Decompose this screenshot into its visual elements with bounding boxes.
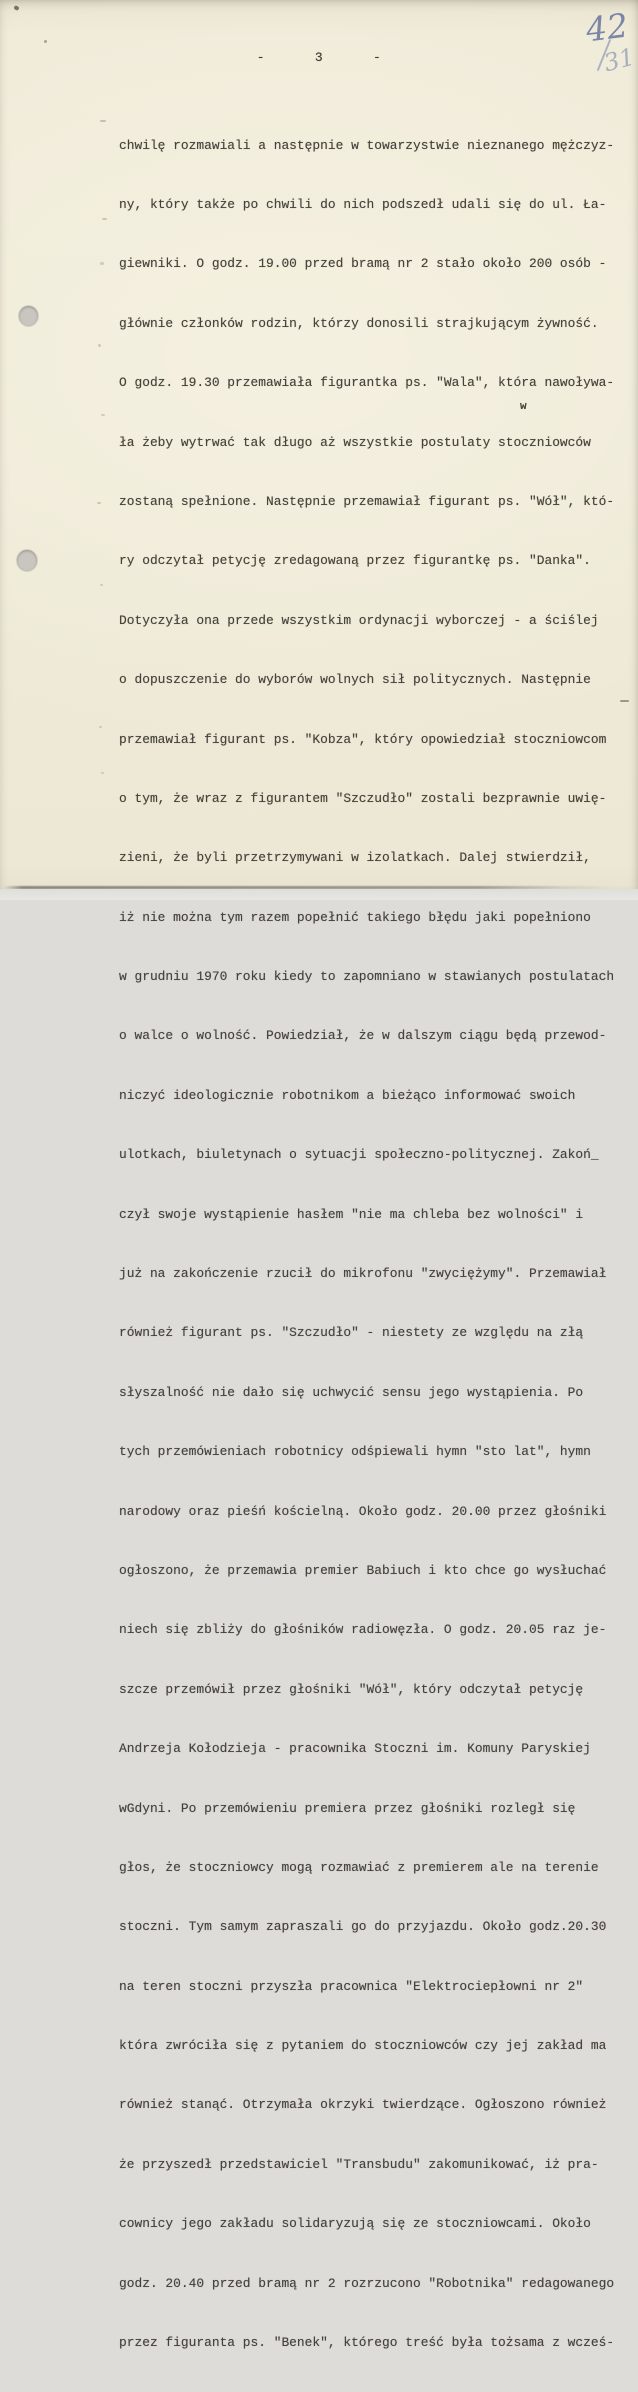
text-line: giewniki. O godz. 19.00 przed bramą nr 2 stało około 200 osób - (119, 256, 607, 272)
text-line: zieni, że byli przetrzymywani w izolatkach. Dalej stwierdził, (119, 850, 591, 866)
margin-mark (101, 772, 104, 774)
text-line: o walce o wolność. Powiedział, że w dalszym ciągu będą przewod- (119, 1028, 607, 1044)
document-text (119, 96, 624, 2392)
margin-mark (97, 502, 101, 504)
text-line: godz. 20.40 przed bramą nr 2 rozrzucono "Robotnika" redagowanego (119, 2275, 615, 2291)
text-line: ulotkach, biuletynach o sytuacji społeczno-politycznej. Zakoń_ (119, 1147, 599, 1163)
text-line: ogłoszono, że przemawia premier Babiuch i kto chce go wysłuchać (119, 1562, 607, 1578)
margin-dash (620, 700, 629, 702)
text-line: wGdyni. Po przemówieniu premiera przez głośniki rozległ się (119, 1800, 576, 1816)
inserted-superscript-letter: w (520, 401, 527, 413)
paper-speck (44, 40, 47, 43)
text-line: o tym, że wraz z figurantem "Szczudło" zostali bezprawnie uwię- (119, 790, 607, 806)
punch-hole-top (19, 306, 38, 326)
text-line: czył swoje wystąpienie hasłem "nie ma chleba bez wolności" i (119, 1206, 584, 1222)
text-line: również figurant ps. "Szczudło" - niestety ze względu na złą (119, 1325, 584, 1341)
page-number: - 3 - (256, 50, 382, 65)
text-line: o dopuszczenie do wyborów wolnych sił politycznych. Następnie (119, 672, 591, 688)
text-line: przez figuranta ps. "Benek", którego treść była tożsama z wcześ- (119, 2335, 615, 2351)
margin-mark (99, 726, 102, 728)
text-line: w grudniu 1970 roku kiedy to zapomniano w stawianych postulatach (119, 969, 615, 985)
text-line: niczyć ideologicznie robotnikom a bieżąco informować swoich (119, 1087, 576, 1103)
margin-mark (98, 344, 101, 347)
margin-mark (102, 218, 107, 220)
text-line: O godz. 19.30 przemawiała figurantka ps. "Wala", która nawoływa- (119, 375, 615, 391)
scan-background-strip (0, 889, 638, 900)
text-line: na teren stoczni przyszła pracownica "Elektrociepłowni nr 2" (119, 1978, 584, 1994)
text-line: szcze przemówił przez głośniki "Wół", który odczytał petycję (119, 1681, 584, 1697)
handwritten-annotation-bottom: 31 (601, 42, 638, 78)
text-line: ny, który także po chwili do nich podszedł udali się do ul. Ła- (119, 196, 607, 212)
text-line: zostaną spełnione. Następnie przemawiał figurant ps. "Wół", któ- (119, 493, 615, 509)
punch-hole-bottom (17, 550, 37, 571)
text-line: ła żeby wytrwać tak długo aż wszystkie postulaty stoczniowców (119, 434, 591, 450)
paper-speck (13, 5, 19, 11)
text-line: ry odczytał petycję zredagowaną przez figurantkę ps. "Danka". (119, 553, 591, 569)
text-line: niech się zbliży do głośników radiowęzła. O godz. 20.05 raz je- (119, 1622, 607, 1638)
text-line: narodowy oraz pieśń kościelną. Około godz. 20.00 przez głośniki (119, 1503, 607, 1519)
text-line: również stanąć. Otrzymała okrzyki twierdzące. Ogłoszono również (119, 2097, 607, 2113)
text-line: już na zakończenie rzucił do mikrofonu "zwyciężymy". Przemawiał (119, 1266, 607, 1282)
text-line: że przyszedł przedstawiciel "Transbudu" zakomunikować, iż pra- (119, 2156, 599, 2172)
text-line: chwilę rozmawiali a następnie w towarzystwie nieznanego mężczyz- (119, 137, 615, 153)
text-line: iż nie można tym razem popełnić takiego błędu jaki popełniono (119, 909, 591, 925)
margin-mark (100, 584, 103, 586)
text-line: tych przemówieniach robotnicy odśpiewali hymn "sto lat", hymn (119, 1444, 591, 1460)
text-line: głos, że stoczniowcy mogą rozmawiać z premierem ale na terenie (119, 1859, 599, 1875)
text-line: głównie członków rodzin, którzy donosili strajkującym żywność. (119, 315, 599, 331)
margin-mark (100, 120, 106, 122)
margin-mark (101, 414, 105, 416)
text-line: Andrzeja Kołodzieja - pracownika Stoczni im. Komuny Paryskiej (119, 1741, 591, 1757)
text-line: stoczni. Tym samym zapraszali go do przyjazdu. Około godz.20.30 (119, 1919, 607, 1935)
text-line: przemawiał figurant ps. "Kobza", który opowiedział stoczniowcom (119, 731, 607, 747)
text-line: słyszalność nie dało się uchwycić sensu jego wystąpienia. Po (119, 1384, 584, 1400)
text-line: cownicy jego zakładu solidaryzują się ze stoczniowcami. Około (119, 2216, 591, 2232)
text-line: która zwróciła się z pytaniem do stoczniowców czy jej zakład ma (119, 2038, 607, 2054)
margin-mark (100, 262, 104, 265)
handwritten-annotation-top: 42 (583, 5, 631, 50)
text-line: Dotyczyła ona przede wszystkim ordynacji wyborczej - a ściślej (119, 612, 599, 628)
